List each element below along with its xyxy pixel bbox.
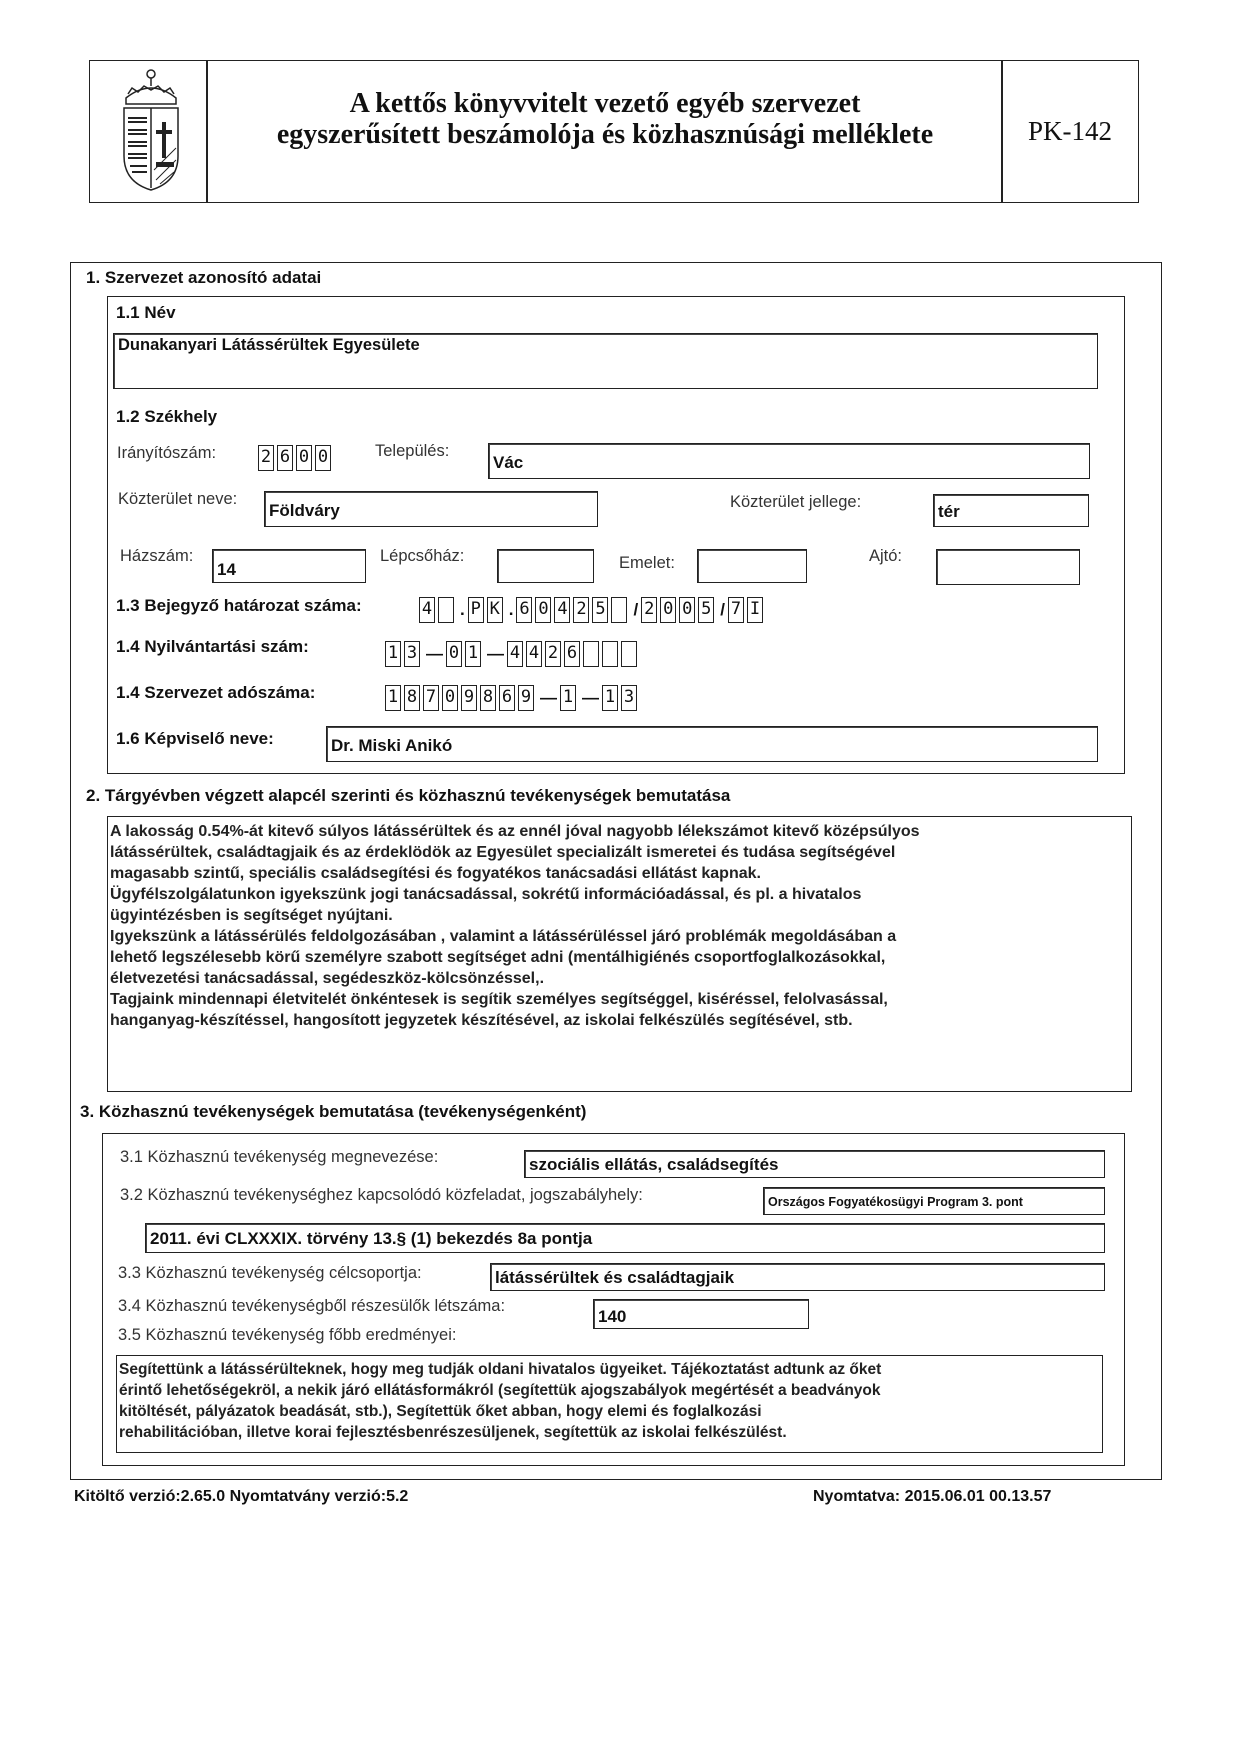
registry-label: 1.4 Nyilvántartási szám: <box>116 637 309 656</box>
registration-separator: . <box>508 600 514 619</box>
activities-line: hanganyag-készítéssel, hangosított jegyzetek készítésével, az iskolai felkészülés segítésével, stb. <box>110 1012 853 1029</box>
stair-label: Lépcsőház: <box>380 547 465 565</box>
tax-digit[interactable]: 1 <box>602 685 618 711</box>
activities-line: ügyintézésben is segítséget nyújtani. <box>110 907 393 924</box>
tax-digit[interactable]: 9 <box>461 685 477 711</box>
postal-digit[interactable]: 2 <box>258 445 274 471</box>
street-field[interactable]: Földváry <box>264 491 598 527</box>
target-group-label: 3.3 Közhasznú tevékenység célcsoportja: <box>118 1264 422 1282</box>
footer-printed: Nyomtatva: 2015.06.01 00.13.57 <box>813 1488 1052 1505</box>
registry-digit[interactable]: 0 <box>446 641 462 667</box>
activity-name-label: 3.1 Közhasznú tevékenység megnevezése: <box>120 1148 439 1166</box>
results-line: kitöltését, pályázatok beadását, stb.), Segítettük őket abban, hogy elemi és foglalkozási <box>119 1403 762 1420</box>
floor-field[interactable] <box>697 549 807 583</box>
section3-title: 3. Közhasznú tevékenységek bemutatása (tevékenységenként) <box>80 1102 587 1121</box>
registry-digit[interactable]: 1 <box>465 641 481 667</box>
registration-digit[interactable]: 2 <box>641 597 657 623</box>
registry-digit[interactable]: 6 <box>564 641 580 667</box>
registration-digit[interactable] <box>438 597 454 623</box>
city-field[interactable]: Vác <box>488 443 1090 479</box>
registration-label: 1.3 Bejegyző határozat száma: <box>116 596 362 615</box>
stair-field[interactable] <box>497 549 594 583</box>
tax-digit[interactable]: 9 <box>518 685 534 711</box>
registration-digit[interactable]: 5 <box>698 597 714 623</box>
tax-dash: — <box>540 688 557 707</box>
street-label: Közterület neve: <box>118 490 238 508</box>
public-task-label: 3.2 Közhasznú tevékenységhez kapcsolódó közfeladat, jogszabályhely: <box>120 1186 643 1204</box>
registration-digit[interactable]: 0 <box>679 597 695 623</box>
registry-cells[interactable] <box>385 639 640 669</box>
header-crest-divider <box>206 60 208 203</box>
activities-line: Igyekszünk a látássérülés feldolgozásában , valamint a látássérüléssel járó problémák megoldásában a <box>110 928 897 945</box>
tax-digit[interactable]: 3 <box>621 685 637 711</box>
registration-digit[interactable]: 0 <box>660 597 676 623</box>
registry-digit[interactable]: 4 <box>507 641 523 667</box>
law-reference-field[interactable]: 2011. évi CLXXXIX. törvény 13.§ (1) bekezdés 8a pontja <box>145 1223 1105 1253</box>
registration-digit[interactable]: 7 <box>728 597 744 623</box>
results-line: érintő lehetőségekröl, a nekik járó ellátásformákról (segítettük ajogszabályok megértését a beadványok <box>119 1382 881 1399</box>
activities-line: Ügyfélszolgálatunkon igyekszünk jogi tanácsadással, sokrétű információadással, és pl. a hivatalos <box>110 886 862 903</box>
tax-digit[interactable]: 8 <box>404 685 420 711</box>
registration-digit[interactable]: 5 <box>592 597 608 623</box>
floor-label: Emelet: <box>619 554 675 572</box>
activities-line: A lakosság 0.54%-át kitevő súlyos látássérültek és az ennél jóval nagyobb lélekszámot kitevő középsúlyos <box>110 823 920 840</box>
beneficiaries-label: 3.4 Közhasznú tevékenységből részesülők létszáma: <box>118 1297 506 1315</box>
tax-cells[interactable] <box>385 683 640 713</box>
target-group-field[interactable]: látássérültek és családtagjaik <box>490 1263 1105 1291</box>
tax-digit[interactable]: 7 <box>423 685 439 711</box>
house-field[interactable]: 14 <box>212 549 366 583</box>
registry-digit[interactable]: 3 <box>404 641 420 667</box>
activities-text <box>110 821 1129 1031</box>
registration-digit[interactable]: K <box>487 597 503 623</box>
results-textarea[interactable] <box>116 1355 1103 1453</box>
form-title <box>210 88 1000 150</box>
registration-digit[interactable]: 4 <box>419 597 435 623</box>
registry-digit[interactable] <box>621 641 637 667</box>
registration-separator: . <box>460 600 465 619</box>
registry-digit[interactable]: 1 <box>385 641 401 667</box>
registration-digit[interactable]: 6 <box>516 597 532 623</box>
results-line: Segítettünk a látássérülteknek, hogy meg tudják oldani hivatalos ügyeiket. Tájékoztatást adtunk az őket <box>119 1361 882 1378</box>
registry-digit[interactable] <box>583 641 599 667</box>
tax-digit[interactable]: 0 <box>442 685 458 711</box>
postal-digit[interactable]: 0 <box>296 445 312 471</box>
registry-dash: — <box>487 644 504 663</box>
section1-title: 1. Szervezet azonosító adatai <box>86 268 322 287</box>
door-field[interactable] <box>936 549 1080 585</box>
activities-line: lehető legszélesebb körű személyre szabott segítséget adni (mentálhigiénés csoportfoglalkozásokkal, <box>110 949 886 966</box>
registration-digit[interactable]: I <box>747 597 763 623</box>
activities-line: életvezetési tanácsadással, segédeszköz-kölcsönzéssel,. <box>110 970 545 987</box>
results-label: 3.5 Közhasznú tevékenység főbb eredményei: <box>118 1326 457 1344</box>
registration-separator: / <box>633 600 639 619</box>
street-type-label: Közterület jellege: <box>730 493 862 511</box>
postal-label: Irányítószám: <box>117 444 217 462</box>
public-task-field[interactable]: Országos Fogyatékosügyi Program 3. pont <box>763 1187 1105 1215</box>
postal-code-cells[interactable] <box>258 443 334 473</box>
activities-line: látássérültek, családtagjaik és az érdeklödök az Egyesület specializált ismeretei és tudása segítségével <box>110 844 896 861</box>
tax-digit[interactable]: 8 <box>480 685 496 711</box>
door-label: Ajtó: <box>869 547 903 565</box>
tax-digit[interactable]: 1 <box>385 685 401 711</box>
activities-line: Tagjaink mindennapi életvitelét önkéntesek is segítik személyes segítséggel, kiséréssel, felolvasással, <box>110 991 888 1008</box>
registration-digit[interactable]: 2 <box>573 597 589 623</box>
seat-label: 1.2 Székhely <box>116 407 218 426</box>
registration-digit[interactable]: 4 <box>554 597 570 623</box>
hungarian-coat-of-arms-icon <box>116 64 186 194</box>
tax-digit[interactable]: 1 <box>560 685 576 711</box>
registration-separator: / <box>720 600 725 619</box>
footer-version: Kitöltő verzió:2.65.0 Nyomtatvány verzió:5.2 <box>74 1488 409 1505</box>
city-label: Település: <box>375 442 450 460</box>
activity-name-field[interactable]: szociális ellátás, családsegítés <box>524 1150 1105 1178</box>
org-name-field[interactable]: Dunakanyari Látássérültek Egyesülete <box>113 333 1098 389</box>
street-type-field[interactable]: tér <box>933 494 1089 527</box>
registry-dash: — <box>426 644 443 663</box>
registry-digit[interactable] <box>602 641 618 667</box>
results-text <box>119 1359 1100 1443</box>
rep-label: 1.6 Képviselő neve: <box>116 729 274 748</box>
form-title-line2: egyszerűsített beszámolója és közhasznúsági melléklete <box>276 119 934 150</box>
registry-digit[interactable]: 4 <box>526 641 542 667</box>
registration-digit[interactable]: 0 <box>535 597 551 623</box>
postal-digit[interactable]: 6 <box>277 445 293 471</box>
registration-cells[interactable] <box>419 595 766 625</box>
section2-title: 2. Tárgyévben végzett alapcél szerinti és közhasznú tevékenységek bemutatása <box>86 786 731 805</box>
registry-digit[interactable]: 2 <box>545 641 561 667</box>
registration-digit[interactable]: P <box>468 597 484 623</box>
activities-textarea[interactable] <box>107 816 1132 1092</box>
beneficiaries-field[interactable]: 140 <box>593 1299 809 1329</box>
representative-field[interactable]: Dr. Miski Anikó <box>326 726 1098 762</box>
tax-label: 1.4 Szervezet adószáma: <box>116 683 316 702</box>
tax-digit[interactable]: 6 <box>499 685 515 711</box>
house-label: Házszám: <box>120 547 194 565</box>
postal-digit[interactable]: 0 <box>315 445 331 471</box>
activities-line: magasabb szintű, speciális családsegítési és fogyatékos tanácsadási ellátást kapnak. <box>110 865 761 882</box>
results-line: rehabilitációban, illetve korai fejlesztésbenrészesüljenek, segítettük az iskolai felkészülést. <box>119 1424 787 1441</box>
form-title-line1: A kettős könyvvitelt vezető egyéb szervezet <box>349 88 861 119</box>
name-label: 1.1 Név <box>116 303 176 322</box>
tax-dash: — <box>582 688 599 707</box>
form-code: PK-142 <box>1027 116 1112 146</box>
registration-digit[interactable] <box>611 597 627 623</box>
